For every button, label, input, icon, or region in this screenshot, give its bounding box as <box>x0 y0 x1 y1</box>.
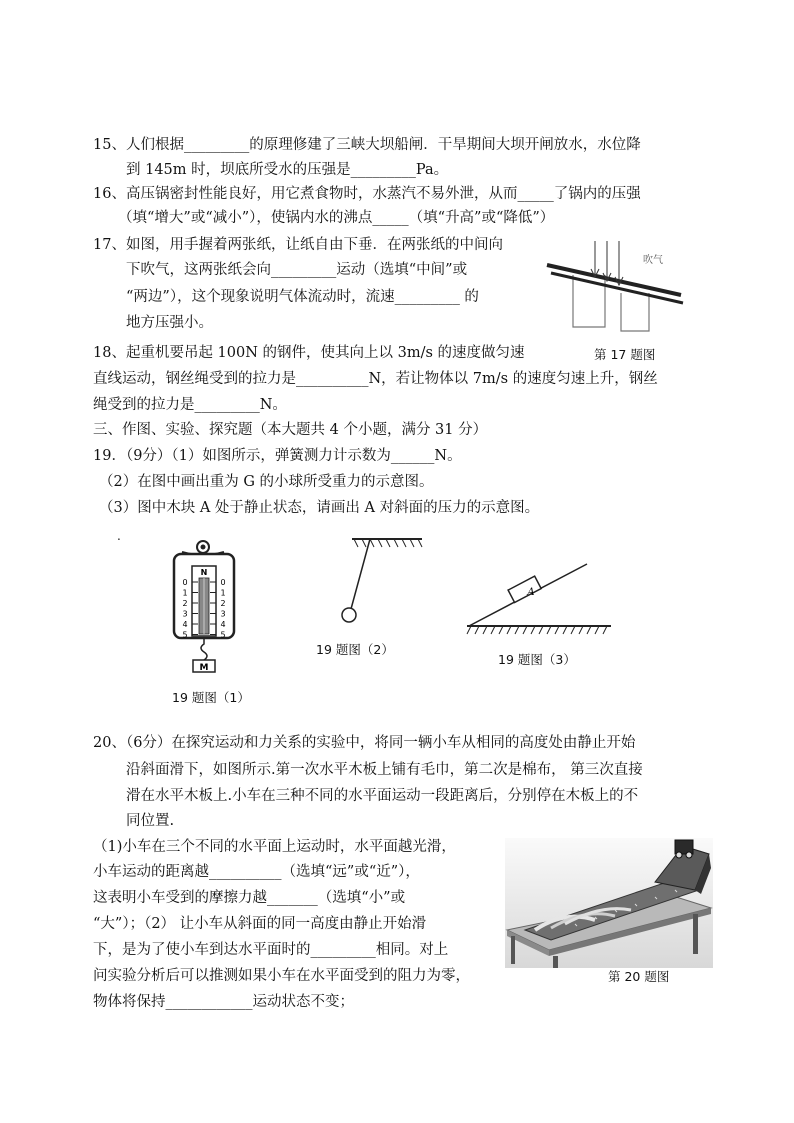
scale-tick-label-right: 1 <box>220 588 226 598</box>
q19-line-1: 19．（9分）（1）如图所示，弹簧测力计示数为______N。 <box>93 448 462 464</box>
q18-line-2: 直线运动，钢丝绳受到的拉力是__________N，若让物体以 7m/s 的速度匀速上升，钢丝 <box>93 371 658 387</box>
q20-line-8: “大”）；（2） 让小车从斜面的同一高度由静止开始滑 <box>93 916 427 932</box>
scale-tick-label-right: 5 <box>220 630 226 640</box>
fig20-caption: 第 20 题图 <box>608 969 670 984</box>
q18-line-3: 绳受到的拉力是_________N。 <box>93 397 287 413</box>
scale-tick-label-left: 4 <box>182 620 188 629</box>
q17-line-2: 下吹气，这两张纸会向_________运动（选填“中间”或 <box>126 262 468 278</box>
figure-19-2-pendulum <box>340 535 430 625</box>
q19-line-2: （2）在图中画出重为 G 的小球所受重力的示意图。 <box>99 474 434 490</box>
section-3-heading: 三、作图、实验、探究题（本大题共 4 个小题，满分 31 分） <box>93 422 488 438</box>
scale-tick-label-left: 1 <box>182 588 188 598</box>
q17-line-4: 地方压强小。 <box>126 315 213 331</box>
stray-dot: . <box>117 529 121 543</box>
scale-unit-label: N <box>200 568 208 577</box>
fig19-1-caption: 19 题图（1） <box>172 690 250 705</box>
scale-tick-label-left: 0 <box>182 578 188 587</box>
q20-line-4: 同位置. <box>126 813 175 829</box>
q20-line-1: 20、（6分）在探究运动和力关系的实验中，将同一辆小车从相同的高度处由静止开始 <box>93 735 636 751</box>
q19-line-3: （3）图中木块 A 处于静止状态，请画出 A 对斜面的压力的示意图。 <box>99 500 540 516</box>
q20-line-11: 物体将保持____________运动状态不变； <box>93 994 354 1010</box>
figure-19-1-spring-scale <box>160 538 250 674</box>
q15-line-1: 15、人们根据_________的原理修建了三峡大坝船闸．干旱期间大坝开闸放水，水位降 <box>93 137 641 153</box>
q18-line-1: 18、起重机要吊起 100N 的钢件，使其向上以 3m/s 的速度做匀速 <box>93 345 525 361</box>
figure-20-ramp <box>505 838 713 968</box>
scale-tick-label-right: 0 <box>220 578 226 587</box>
q20-line-7: 这表明小车受到的摩擦力越_______（选填“小”或 <box>93 890 406 906</box>
q20-line-9: 下，是为了使小车到达水平面时的_________相同。对上 <box>93 942 449 958</box>
scale-tick-label-left: 3 <box>182 609 188 619</box>
mass-label: M <box>199 663 209 673</box>
q16-line-1: 16、高压锅密封性能良好，用它煮食物时，水蒸汽不易外泄，从而_____了锅内的压强 <box>93 186 641 202</box>
fig17-blow-label: 吹气 <box>643 255 663 266</box>
q20-line-5: （1)小车在三个不同的水平面上运动时，水平面越光滑， <box>93 839 456 855</box>
fig19-2-caption: 19 题图（2） <box>316 642 394 657</box>
scale-tick-label-right: 2 <box>220 599 226 608</box>
figure-19-3-incline <box>465 560 615 635</box>
fig17-caption: 第 17 题图 <box>594 347 656 362</box>
scale-tick-label-left: 5 <box>182 630 188 640</box>
q20-line-6: 小车运动的距离越__________（选填“远”或“近”）， <box>93 864 420 880</box>
q20-line-2: 沿斜面滑下，如图所示.第一次水平木板上铺有毛巾，第二次是棉布， 第三次直接 <box>126 762 643 778</box>
scale-tick-label-right: 4 <box>220 620 226 629</box>
q15-line-2: 到 145m 时，坝底所受水的压强是_________Pa。 <box>126 162 449 178</box>
fig19-3-caption: 19 题图（3） <box>498 652 576 667</box>
q16-line-2: （填“增大”或“减小”），使锅内水的沸点_____（填“升高”或“降低”） <box>118 210 555 226</box>
block-label: A <box>527 587 535 598</box>
q17-line-1: 17、如图，用手握着两张纸，让纸自由下垂．在两张纸的中间向 <box>93 237 503 253</box>
q17-line-3: “两边”），这个现象说明气体流动时，流速_________ 的 <box>126 289 479 305</box>
q20-line-10: 问实验分析后可以推测如果小车在水平面受到的阻力为零， <box>93 968 470 984</box>
q20-line-3: 滑在水平木板上.小车在三种不同的水平面运动一段距离后，分别停在木板上的不 <box>126 788 639 804</box>
figure-17 <box>545 235 685 335</box>
scale-tick-label-right: 3 <box>220 609 226 619</box>
scale-tick-label-left: 2 <box>182 599 188 608</box>
